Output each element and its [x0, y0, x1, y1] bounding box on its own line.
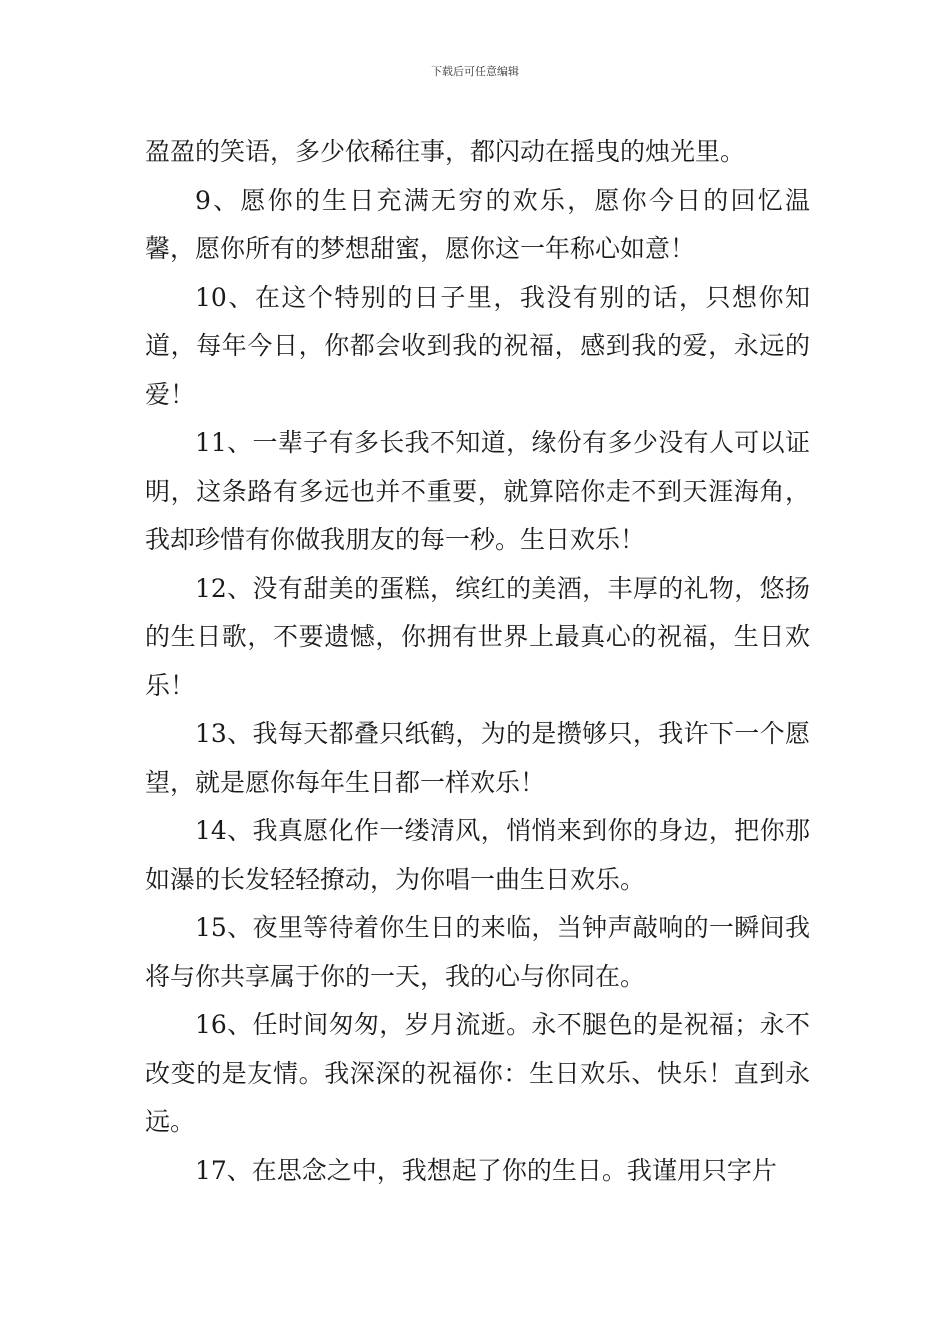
paragraph-15: 15、夜里等待着你生日的来临，当钟声敲响的一瞬间我将与你共享属于你的一天，我的心与你同在。	[145, 913, 810, 991]
paragraph-13: 13、我每天都叠只纸鹤，为的是攒够只，我许下一个愿望，就是愿你每年生日都一样欢乐！	[145, 719, 810, 797]
paragraph-11: 11、一辈子有多长我不知道，缘份有多少没有人可以证明，这条路有多远也并不重要，就算陪你走不到天涯海角，我却珍惜有你做我朋友的每一秒。生日欢乐！	[145, 428, 810, 554]
page-header: 下载后可任意编辑	[431, 65, 519, 78]
paragraph-17: 17、在思念之中，我想起了你的生日。我谨用只字片	[195, 1155, 777, 1185]
paragraph-14: 14、我真愿化作一缕清风，悄悄来到你的身边，把你那如瀑的长发轻轻撩动，为你唱一曲生日欢乐。	[145, 816, 810, 894]
paragraph-9: 9、愿你的生日充满无穷的欢乐，愿你今日的回忆温馨，愿你所有的梦想甜蜜，愿你这一年称心如意！	[145, 185, 810, 263]
paragraph-10: 10、在这个特别的日子里，我没有别的话，只想你知道，每年今日，你都会收到我的祝福，感到我的爱，永远的爱！	[145, 282, 810, 409]
paragraph-continuation: 盈盈的笑语，多少依稀往事，都闪动在摇曳的烛光里。	[145, 137, 746, 166]
paragraph-16: 16、任时间匆匆，岁月流逝。永不腿色的是祝福；永不改变的是友情。我深深的祝福你：生日欢乐、快乐！直到永远。	[145, 1010, 810, 1136]
paragraph-12: 12、没有甜美的蛋糕，缤红的美酒，丰厚的礼物，悠扬的生日歌，不要遗憾，你拥有世界上最真心的祝福，生日欢乐！	[145, 573, 810, 700]
document-body	[145, 128, 810, 1195]
